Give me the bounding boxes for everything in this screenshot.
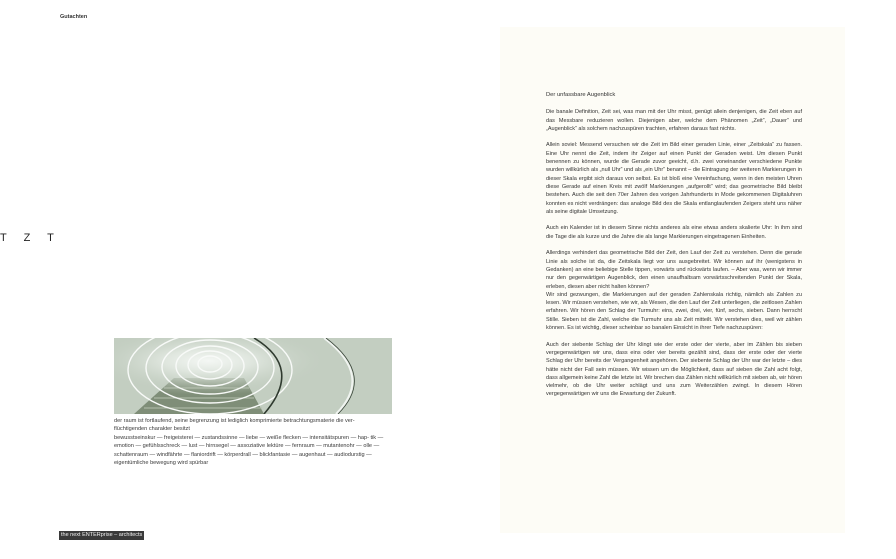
article-paragraph: Allein soviel: Messend versuchen wir die Zeit im Bild einer geraden Linie, einer „Zeitskala“ zu fassen. Eine Uhr nennt die Zeit, indem ihr Zeiger auf einen Punkt der Geraden weist. Um diesen Punkt benennen zu können, wurde die Gerade zuvor geeicht, d.h. zwei voneinander verschiedene Punkte wurden willkürlich als „null Uhr“ und als „ein Uhr“ benannt – die Eintragung der weiteren Markierungen in dieser Skala ergibt sich daraus von selbst. Es ist bloß eine Vereinfachung, wenn in den meisten Uhren diese Gerade auf einen Kreis mit zwölf Markierungen „aufgerollt“ wird; das geometrische Bild bleibt bestehen. Auch die seit den 70er Jahren des vorigen Jahrhunderts in Mode gekommenen Digitaluhren konnten es nicht verdrängen: das analoge Bild des die Skala entlanglaufenden Zeigers steht uns näher als seine digitale Umsetzung.	[546, 142, 802, 215]
tunnel-spiral-photo	[114, 338, 392, 414]
caption-keywords: bewusstseinskur — freigeisterei — zustandssinne — liebe — weiße flecken — intensitätspuren — hap- tik — emotion — gefühlsschreck — lust — hirnsegel — assoziative lektüre — fernraum — mutantenohr — olle — schattenraum — windfährte — flaniordrift — körperdrall — blickfantasie — augenhaut — audiodurstig — eigentümliche bewegung wird spürbar	[114, 434, 384, 467]
article	[546, 91, 802, 407]
display-letters: T Z T	[0, 232, 61, 244]
article-title: Der unfassbare Augenblick	[546, 92, 616, 98]
footer-tag: the next ENTERprise – architects	[61, 532, 143, 538]
spiral-rings-icon	[114, 338, 392, 414]
caption-line: der raum ist fortlaufend, seine begrenzung ist lediglich komprimierte betrachtungsmaterie die ver-	[114, 418, 355, 424]
article-paragraph: Wir sind gezwungen, die Markierungen auf der geraden Zahlenskala richtig, nämlich als Zahlen zu lesen. Wir müssen verstehen, wie wir, als Wesen, die den Lauf der Zeit unterliegen, die zeitlosen Zahlen erfahren. Wir hören den Schlag der Turmuhr: eins, zwei, drei, vier, fünf, sechs, sieben. Dann herrscht Stille. Sieben ist die Zahl, welche die Turmuhr uns als Zeit mitteilt. Wir verstehen dies, weil wir zählen können. Es ist wichtig, dieser scheinbar so banalen Einsicht in ihrer Tiefe nachzuspüren:	[546, 291, 802, 332]
section-label: Gutachten	[60, 14, 88, 20]
caption-line: flüchtigenden charakter besitzt	[114, 426, 190, 433]
article-paragraph: Auch der siebente Schlag der Uhr klingt wie der erste oder der vierte, aber im Zählen bis sieben vergegenwärtigen wir uns, dass eins oder vier bereits gezählt sind, dass der erste oder der vierte Schlag der Uhr bereits der Vergangenheit angehören. Der siebente Schlag der Uhr war der letzte – dies hätte nicht der Fall sein müssen. Wir wissen um die Möglichkeit, dass auf sieben die Zahl acht folgt, dass allgemein keine Zahl die letzte ist. Wir brechen das Zählen nicht willkürlich mit sieben ab, wir hören vielmehr, ob die Uhr weiter schlägt und uns zum Weiterzählen zwingt. In diesem Hören vergegenwärtigen wir uns die Erwartung der Zukunft.	[546, 341, 802, 398]
article-paragraph: Die banale Definition, Zeit sei, was man mit der Uhr misst, genügt allein denjenigen, die Zeit eben auf das Messbare reduzieren wollen. Diejenigen aber, welche dem Phänomen „Zeit“, „Dauer“ und „Augenblick“ als solchem nachzuspüren trachten, erfahren daraus fast nichts.	[546, 109, 802, 132]
article-paragraph: Allerdings verhindert das geometrische Bild der Zeit, den Lauf der Zeit zu verstehen. Denn die gerade Linie als solche ist da, die Zeitskala liegt vor uns ausgebreitet. Wir können auf ihr (wenigstens in Gedanken) an eine beliebige Stelle tippen, vorwärts und rückwärts laufen. – Aber was, wenn wir immer nur den gegenwärtigen Augenblick, den einen unaufhaltsam vorwärtsschreitenden Punkt der Skala, erleben, diesen aber nicht halten können?	[546, 250, 802, 290]
image-caption	[114, 417, 396, 467]
article-paragraph: Auch ein Kalender ist in diesem Sinne nichts anderes als eine etwas anders skalierte Uhr: In ihm sind die Tage die als kurze und die Jahre die als lange Markierungen eingetragenen Einheiten.	[546, 225, 802, 240]
